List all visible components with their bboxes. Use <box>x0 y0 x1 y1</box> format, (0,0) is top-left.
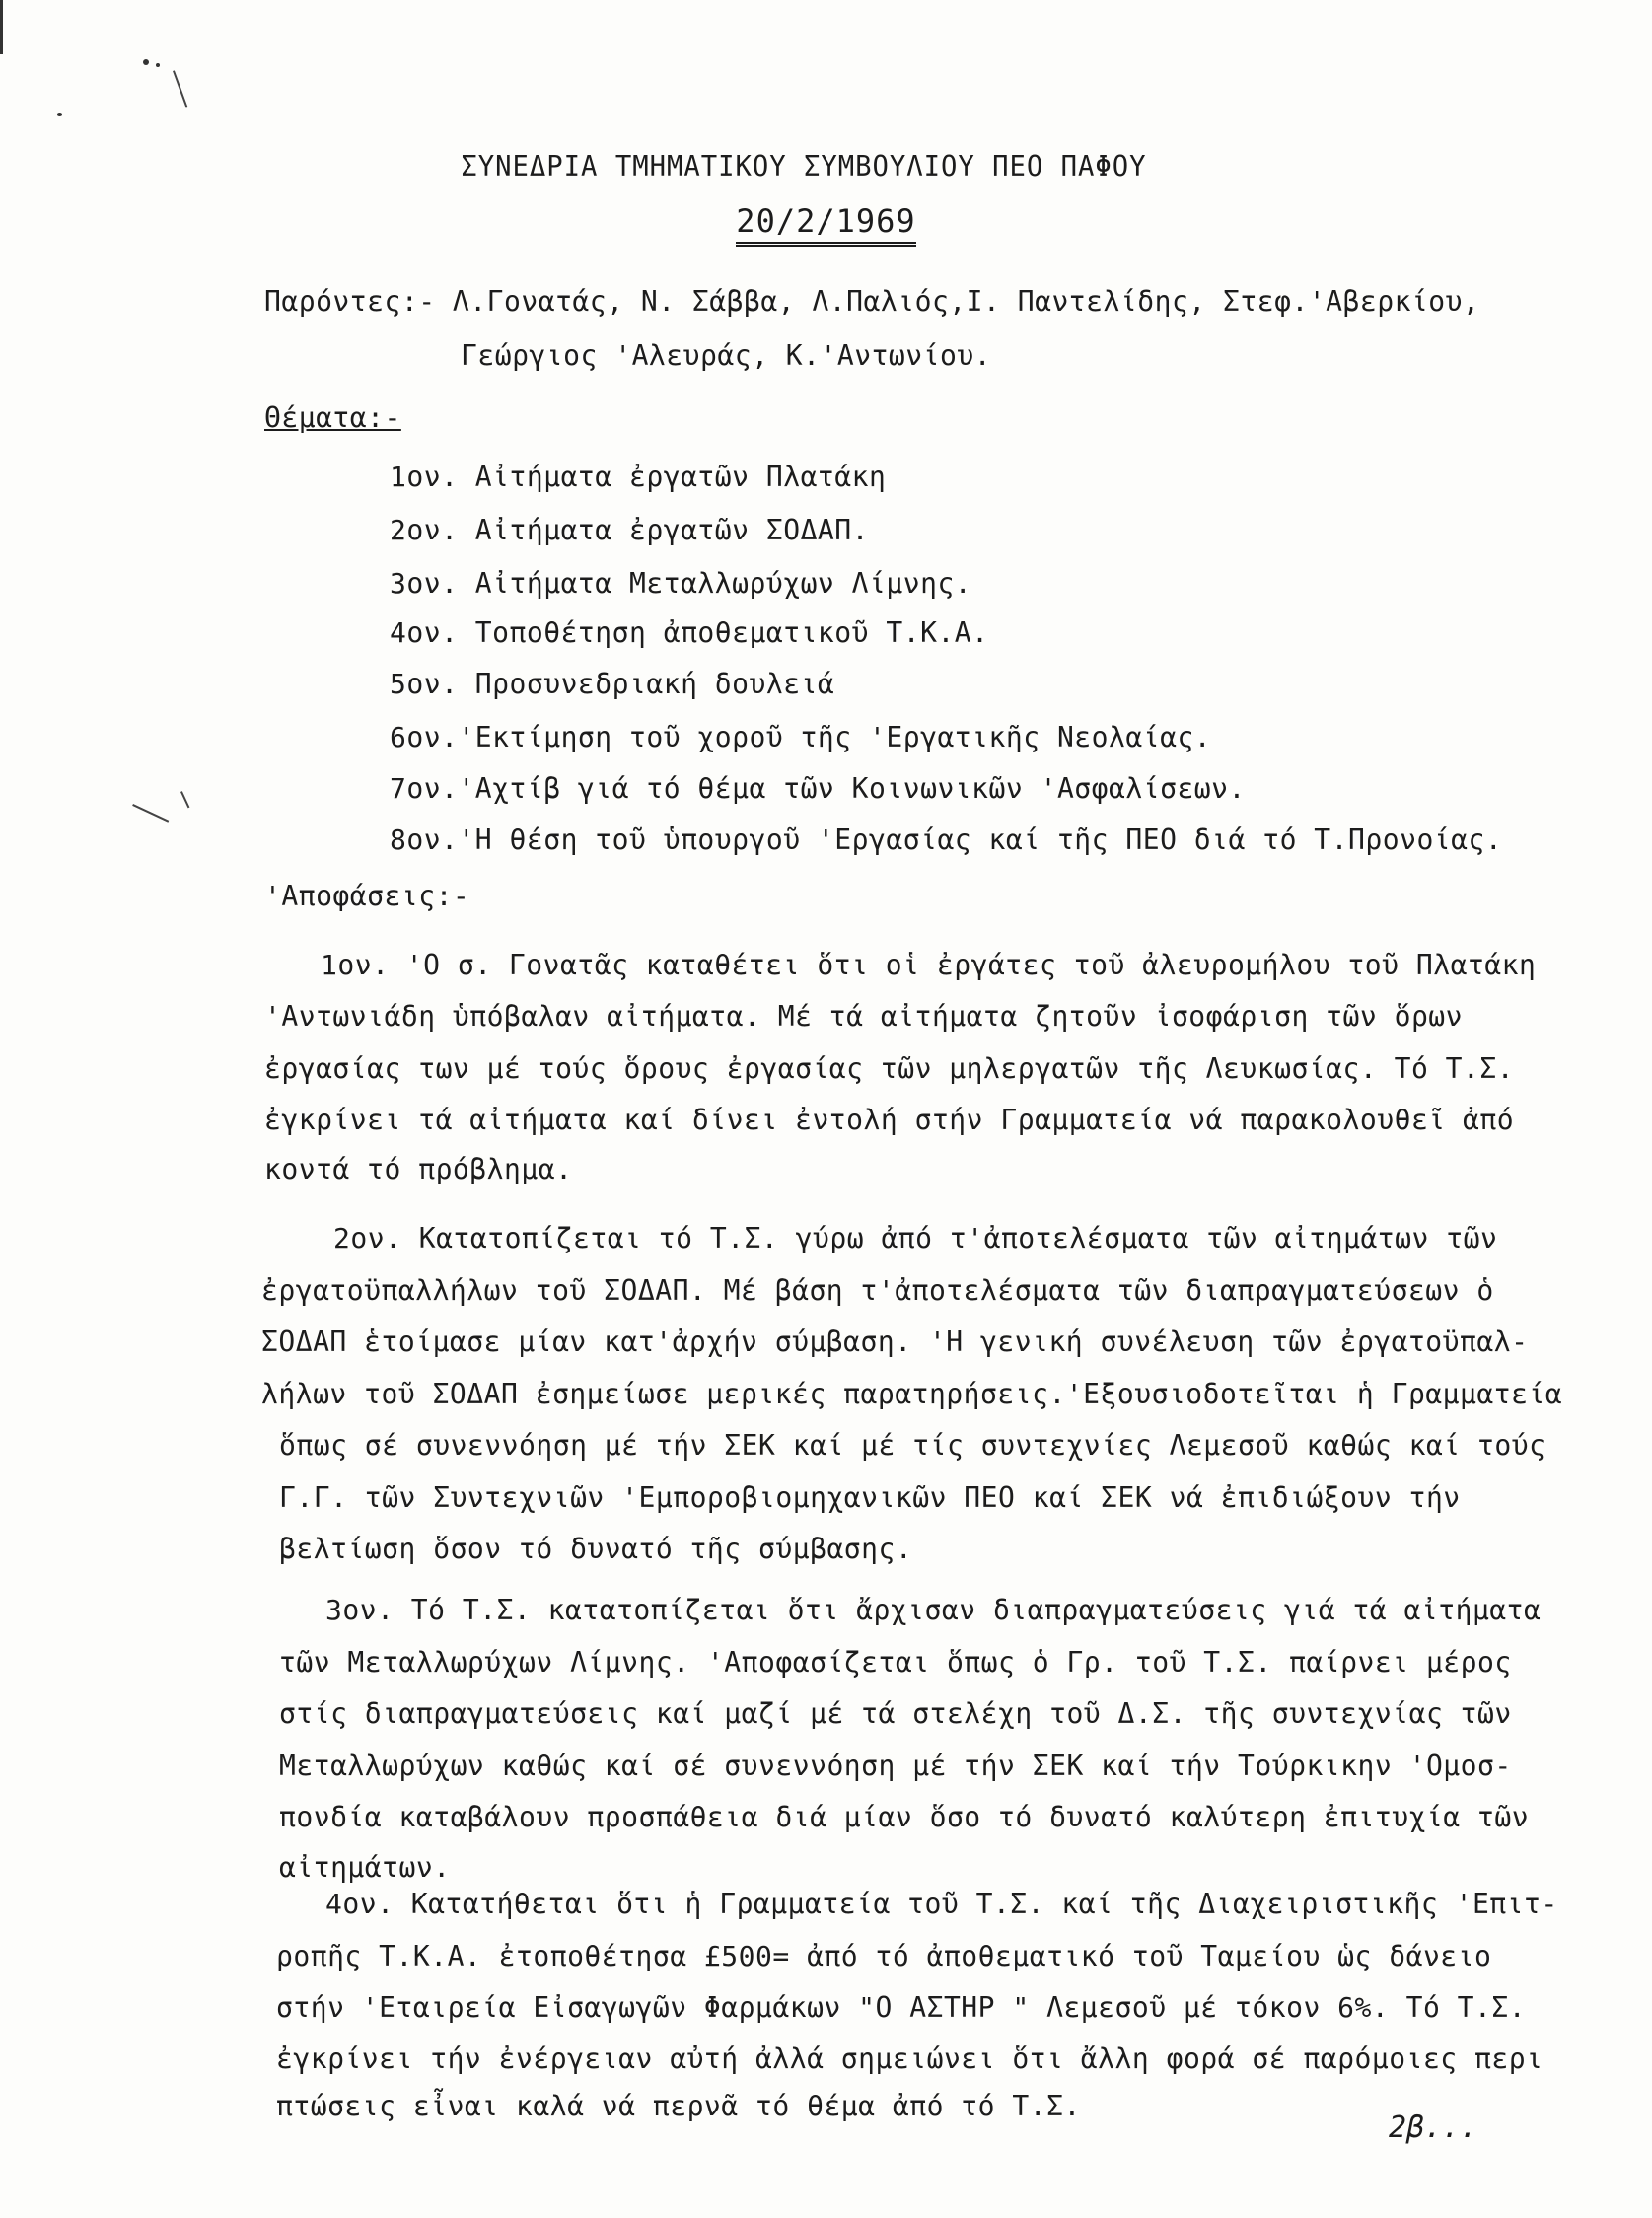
scan-speck <box>143 59 149 65</box>
topic-item: 1ον. Αἰτήματα ἐργατῶν Πλατάκη <box>390 461 887 493</box>
present-line: Παρόντες:- Λ.Γονατάς, Ν. Σάββα, Λ.Παλιός,Ι. Παντελίδης, Στεφ.'Αβερκίου, <box>264 285 1480 318</box>
decision-2-line: βελτίωση ὅσον τό δυνατό τῆς σύμβασης. <box>279 1533 913 1565</box>
decision-2-line: 2ον. Κατατοπίζεται τό Τ.Σ. γύρω ἀπό τ'ἀποτελέσματα τῶν αἰτημάτων τῶν <box>333 1222 1498 1254</box>
decision-1-line: ἐργασίας των μέ τούς ὅρους ἐργασίας τῶν μηλεργατῶν τῆς Λευκωσίας. Τό Τ.Σ. <box>264 1052 1515 1085</box>
topic-item: 3ον. Αἰτήματα Μεταλλωρύχων Λίμνης. <box>390 567 972 600</box>
decision-1-line: ἐγκρίνει τά αἰτήματα καί δίνει ἐντολή στήν Γραμματεία νά παρακολουθεῖ ἀπό <box>264 1104 1515 1136</box>
decision-4-line: πτώσεις εἶναι καλά νά περνᾶ τό θέμα ἀπό τό Τ.Σ. <box>276 2090 1081 2122</box>
decisions-heading: 'Αποφάσεις:- <box>264 880 470 912</box>
scan-scratch <box>132 804 169 823</box>
decision-1-line: 1ον. 'Ο σ. Γονατᾶς καταθέτει ὅτι οἱ ἐργάτες τοῦ ἀλευρομήλου τοῦ Πλατάκη <box>321 949 1537 981</box>
decision-4-line: στήν 'Εταιρεία Εἰσαγωγῶν Φαρμάκων "Ο ΑΣΤΗΡ " Λεμεσοῦ μέ τόκον 6%. Τό Τ.Σ. <box>276 1991 1527 2024</box>
decision-3-line: αἰτημάτων. <box>279 1851 451 1884</box>
decision-1-line: κοντά τό πρόβλημα. <box>264 1153 573 1185</box>
document-date <box>0 202 1652 240</box>
topic-item: 4ον. Τοποθέτηση ἀποθεματικοῦ Τ.Κ.Α. <box>390 616 989 649</box>
page-continuation-marker: 2β... <box>1389 2111 1478 2145</box>
scan-speck <box>156 63 160 67</box>
decision-3-line: 3ον. Τό Τ.Σ. κατατοπίζεται ὅτι ἄρχισαν διαπραγματεύσεις γιά τά αἰτήματα <box>325 1594 1542 1626</box>
topic-item: 6ον.'Εκτίμηση τοῦ χοροῦ τῆς 'Εργατικῆς Νεολαίας. <box>390 721 1212 753</box>
topics-heading-text: Θέματα:- <box>264 401 401 434</box>
topic-item: 5ον. Προσυνεδριακή δουλειά <box>390 668 835 700</box>
decision-3-line: στίς διαπραγματεύσεις καί μαζί μέ τά στελέχη τοῦ Δ.Σ. τῆς συντεχνίας τῶν <box>279 1697 1512 1730</box>
decision-2-line: ὅπως σέ συνεννόηση μέ τήν ΣΕΚ καί μέ τίς συντεχνίες Λεμεσοῦ καθώς καί τούς <box>279 1429 1546 1462</box>
decision-3-line: Μεταλλωρύχων καθώς καί σέ συνεννόηση μέ τήν ΣΕΚ καί τήν Τούρκικην 'Ομοσ- <box>279 1750 1512 1782</box>
decision-2-line: λήλων τοῦ ΣΟΔΑΠ ἐσημείωσε μερικές παρατηρήσεις.'Εξουσιοδοτεῖται ἡ Γραμματεία <box>261 1378 1563 1410</box>
decision-4-line: ἐγκρίνει τήν ἐνέργειαν αὐτή ἀλλά σημειώνει ὅτι ἄλλη φορά σέ παρόμοιες περι <box>276 2042 1544 2075</box>
topic-item: 8ον.'Η θέση τοῦ ὑπουργοῦ 'Εργασίας καί τῆς ΠΕΟ διά τό Τ.Προνοίας. <box>390 823 1503 856</box>
decision-2-line: Γ.Γ. τῶν Συντεχνιῶν 'Εμποροβιομηχανικῶν ΠΕΟ καί ΣΕΚ νά ἐπιδιώξουν τήν <box>279 1481 1461 1514</box>
document-title: ΣΥΝΕΔΡΙΑ ΤΜΗΜΑΤΙΚΟΥ ΣΥΜΒΟΥΛΙΟΥ ΠΕΟ ΠΑΦΟΥ <box>461 150 1147 182</box>
scan-scratch <box>180 791 189 808</box>
decision-2-line: ἐργατοϋπαλλήλων τοῦ ΣΟΔΑΠ. Μέ βάση τ'ἀποτελέσματα τῶν διαπραγματεύσεων ὁ <box>261 1274 1494 1307</box>
topic-item: 7ον.'Αχτίβ γιά τό θέμα τῶν Κοινωνικῶν 'Ασφαλίσεων. <box>390 772 1246 805</box>
present-line: Γεώργιος 'Αλευράς, Κ.'Αντωνίου. <box>461 339 992 372</box>
scan-speck <box>57 113 62 116</box>
decision-4-line: ροπῆς Τ.Κ.Α. ἐτοποθέτησα £500= ἀπό τό ἀποθεματικό τοῦ Ταμείου ὡς δάνειο <box>276 1940 1492 1972</box>
scan-scratch <box>173 70 188 107</box>
scan-edge-mark <box>0 0 3 54</box>
decision-2-line: ΣΟΔΑΠ ἑτοίμασε μίαν κατ'ἀρχήν σύμβαση. 'Η γενική συνέλευση τῶν ἐργατοϋπαλ- <box>261 1325 1529 1358</box>
decision-3-line: πονδία καταβάλουν προσπάθεια διά μίαν ὅσο τό δυνατό καλύτερη ἐπιτυχία τῶν <box>279 1801 1530 1833</box>
decision-3-line: τῶν Μεταλλωρύχων Λίμνης. 'Αποφασίζεται ὅπως ὁ Γρ. τοῦ Τ.Σ. παίρνει μέρος <box>279 1646 1512 1679</box>
decision-1-line: 'Αντωνιάδη ὑπόβαλαν αἰτήματα. Μέ τά αἰτήματα ζητοῦν ἰσοφάριση τῶν ὅρων <box>264 1000 1464 1033</box>
document-date-text: 20/2/1969 <box>736 202 915 247</box>
topic-item: 2ον. Αἰτήματα ἐργατῶν ΣΟΔΑΠ. <box>390 514 870 546</box>
decision-4-line: 4ον. Κατατήθεται ὅτι ἡ Γραμματεία τοῦ Τ.Σ. καί τῆς Διαχειριστικῆς 'Επιτ- <box>325 1888 1558 1920</box>
topics-heading <box>264 402 401 434</box>
